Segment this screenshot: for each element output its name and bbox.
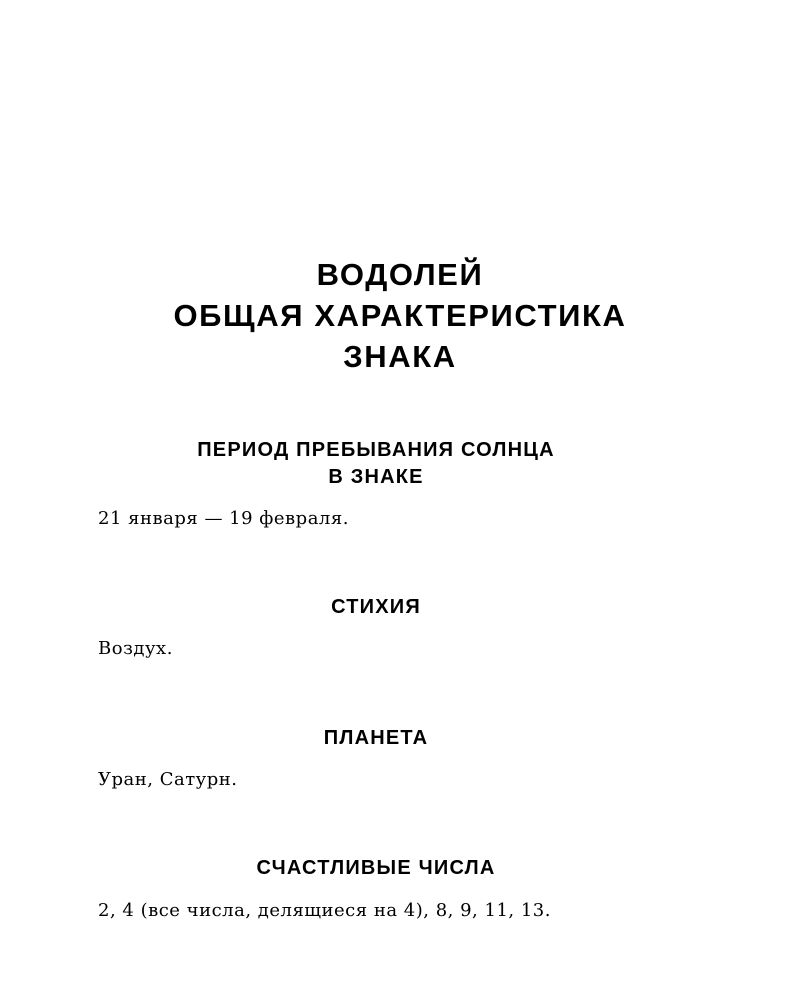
title-line-sign-word: ЗНАКА bbox=[343, 339, 457, 374]
section-text-sun-period: 21 января — 19 февраля. bbox=[98, 508, 349, 529]
page-title bbox=[0, 254, 800, 377]
section-heading-sun-period bbox=[0, 437, 752, 491]
section-text-planet: Уран, Сатурн. bbox=[98, 769, 238, 790]
heading-line: В ЗНАКЕ bbox=[328, 466, 424, 488]
title-line-sign: ВОДОЛЕЙ bbox=[316, 257, 484, 292]
section-heading-element bbox=[0, 594, 752, 621]
title-line-general: ОБЩАЯ ХАРАКТЕРИСТИКА bbox=[173, 298, 627, 333]
heading-line: ПЕРИОД ПРЕБЫВАНИЯ СОЛНЦА bbox=[197, 439, 555, 461]
section-text-lucky-numbers: 2, 4 (все числа, делящиеся на 4), 8, 9, 11, 13. bbox=[98, 900, 551, 921]
section-text-element: Воздух. bbox=[98, 638, 173, 659]
heading-line: ПЛАНЕТА bbox=[323, 727, 429, 749]
heading-line: СТИХИЯ bbox=[331, 596, 421, 618]
section-heading-lucky-numbers bbox=[0, 855, 752, 882]
heading-line: СЧАСТЛИВЫЕ ЧИСЛА bbox=[256, 857, 496, 879]
section-heading-planet bbox=[0, 725, 752, 752]
